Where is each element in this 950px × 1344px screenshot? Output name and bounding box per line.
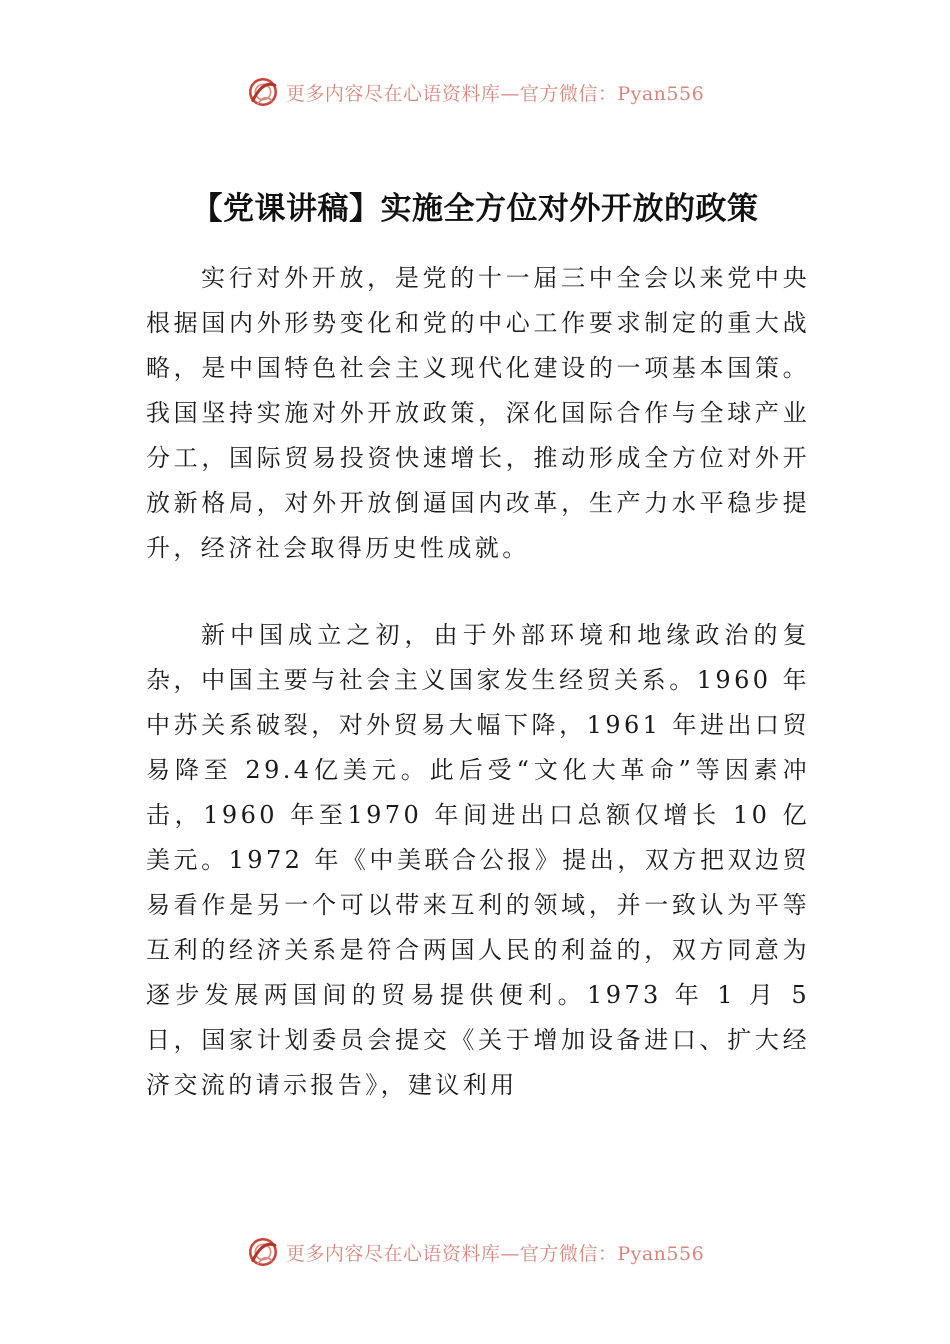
footer-watermark-banner — [0, 1232, 950, 1272]
body-paragraph-2: 新中国成立之初，由于外部环境和地缘政治的复杂，中国主要与社会主义国家发生经贸关系。1960 年中苏关系破裂，对外贸易大幅下降，1961 年进出口贸易降至 29.4亿美元。此后受“文化大革命”等因素冲击，1960 年至1970 年间进出口总额仅增长 10 亿美元。1972 年《中美联合公报》提出，双方把双边贸易看作是另一个可以带来互利的领域，并一致认为平等互利的经济关系是符合两国人民的利益的，双方同意为逐步发展两国间的贸易提供便利。1973 年 1 月 5 日，国家计划委员会提交《关于增加设备进口、扩大经济交流的请示报告》，建议利用 — [146, 621, 810, 1099]
body-paragraph-1: 实行对外开放，是党的十一届三中全会以来党中央根据国内外形势变化和党的中心工作要求制定的重大战略，是中国特色社会主义现代化建设的一项基本国策。我国坚持实施对外开放政策，深化国际合作与全球产业分工，国际贸易投资快速增长，推动形成全方位对外开放新格局，对外开放倒逼国内改革，生产力水平稳步提升，经济社会取得历史性成就。 — [146, 264, 810, 562]
red-circular-logo-icon — [246, 1235, 280, 1269]
header-watermark-banner — [0, 72, 950, 112]
footer-watermark-text: 更多内容尽在心语资料库—官方微信：Pyan556 — [285, 1242, 705, 1265]
header-watermark-text: 更多内容尽在心语资料库—官方微信：Pyan556 — [285, 82, 705, 105]
red-circular-logo-icon — [246, 75, 280, 109]
page-title: 【党课讲稿】实施全方位对外开放的政策 — [191, 190, 759, 227]
